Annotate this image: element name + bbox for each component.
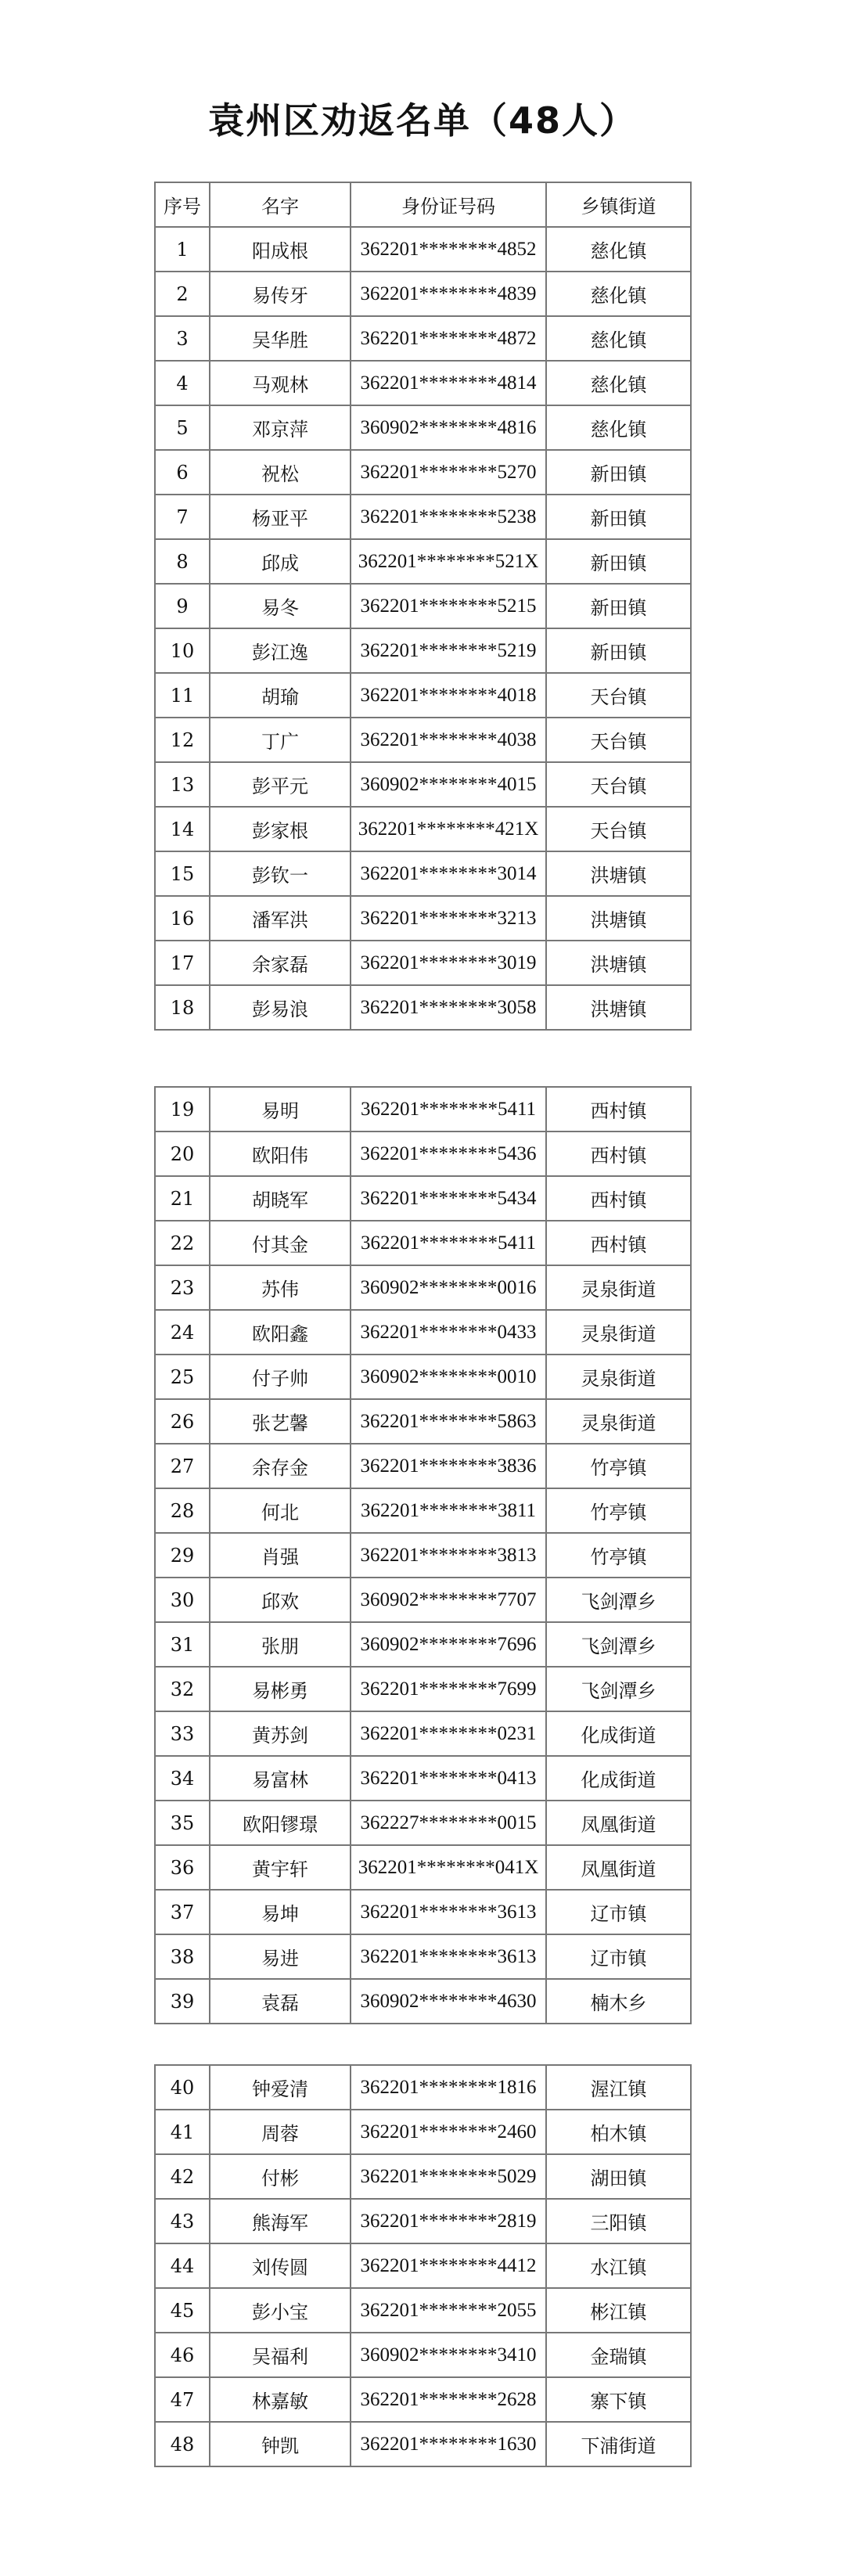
cell-seq: 15 <box>155 851 210 896</box>
cell-town: 西村镇 <box>546 1131 691 1176</box>
cell-seq: 23 <box>155 1265 210 1310</box>
table-row <box>155 1934 691 1979</box>
cell-town: 凤凰街道 <box>546 1845 691 1890</box>
cell-town: 寨下镇 <box>546 2377 691 2422</box>
cell-name: 阳成根 <box>210 227 351 272</box>
cell-town: 凤凰街道 <box>546 1801 691 1845</box>
table-row <box>155 718 691 762</box>
cell-seq: 2 <box>155 272 210 316</box>
cell-town: 慈化镇 <box>546 316 691 361</box>
cell-name: 彭平元 <box>210 762 351 807</box>
table-row <box>155 1756 691 1801</box>
cell-id: 362201********5863 <box>351 1399 546 1444</box>
cell-name: 彭易浪 <box>210 985 351 1030</box>
cell-seq: 38 <box>155 1934 210 1979</box>
cell-id: 362201********2055 <box>351 2288 546 2333</box>
cell-seq: 44 <box>155 2243 210 2288</box>
cell-name: 祝松 <box>210 450 351 495</box>
cell-town: 竹亭镇 <box>546 1533 691 1578</box>
cell-seq: 3 <box>155 316 210 361</box>
cell-name: 钟爱清 <box>210 2065 351 2110</box>
cell-town: 天台镇 <box>546 807 691 851</box>
cell-id: 362201********3811 <box>351 1488 546 1533</box>
cell-town: 辽市镇 <box>546 1890 691 1934</box>
cell-town: 金瑞镇 <box>546 2333 691 2377</box>
cell-seq: 42 <box>155 2154 210 2199</box>
cell-id: 362201********7699 <box>351 1667 546 1711</box>
cell-town: 竹亭镇 <box>546 1444 691 1488</box>
cell-town: 渥江镇 <box>546 2065 691 2110</box>
table-row <box>155 1622 691 1667</box>
cell-seq: 43 <box>155 2199 210 2243</box>
table-row <box>155 1221 691 1265</box>
table-row <box>155 1131 691 1176</box>
cell-seq: 14 <box>155 807 210 851</box>
cell-name: 熊海军 <box>210 2199 351 2243</box>
table-row <box>155 1087 691 1131</box>
cell-seq: 37 <box>155 1890 210 1934</box>
cell-name: 吴福利 <box>210 2333 351 2377</box>
header-seq: 序号 <box>155 182 210 227</box>
cell-id: 360902********3410 <box>351 2333 546 2377</box>
cell-id: 360902********7696 <box>351 1622 546 1667</box>
cell-seq: 30 <box>155 1578 210 1622</box>
cell-town: 新田镇 <box>546 539 691 584</box>
cell-name: 易富林 <box>210 1756 351 1801</box>
table-row <box>155 941 691 985</box>
cell-id: 362201********3019 <box>351 941 546 985</box>
cell-seq: 10 <box>155 628 210 673</box>
table-row <box>155 1533 691 1578</box>
cell-id: 362201********0231 <box>351 1711 546 1756</box>
header-name: 名字 <box>210 182 351 227</box>
cell-name: 邓京萍 <box>210 405 351 450</box>
cell-id: 362201********2628 <box>351 2377 546 2422</box>
cell-id: 362227********0015 <box>351 1801 546 1845</box>
cell-town: 西村镇 <box>546 1176 691 1221</box>
cell-seq: 5 <box>155 405 210 450</box>
table-row <box>155 1444 691 1488</box>
cell-seq: 40 <box>155 2065 210 2110</box>
table-row <box>155 1711 691 1756</box>
cell-town: 下浦街道 <box>546 2422 691 2466</box>
cell-name: 付其金 <box>210 1221 351 1265</box>
cell-town: 三阳镇 <box>546 2199 691 2243</box>
cell-id: 362201********041X <box>351 1845 546 1890</box>
cell-name: 张朋 <box>210 1622 351 1667</box>
cell-name: 欧阳伟 <box>210 1131 351 1176</box>
cell-town: 水江镇 <box>546 2243 691 2288</box>
cell-town: 竹亭镇 <box>546 1488 691 1533</box>
table-row <box>155 1801 691 1845</box>
cell-seq: 35 <box>155 1801 210 1845</box>
table-row <box>155 584 691 628</box>
cell-town: 灵泉街道 <box>546 1265 691 1310</box>
cell-town: 灵泉街道 <box>546 1310 691 1355</box>
cell-seq: 29 <box>155 1533 210 1578</box>
cell-id: 362201********1630 <box>351 2422 546 2466</box>
cell-name: 丁广 <box>210 718 351 762</box>
table-row <box>155 272 691 316</box>
cell-id: 362201********2460 <box>351 2110 546 2154</box>
table-row <box>155 316 691 361</box>
cell-seq: 21 <box>155 1176 210 1221</box>
cell-name: 欧阳鑫 <box>210 1310 351 1355</box>
header-id: 身份证号码 <box>351 182 546 227</box>
table-row <box>155 2333 691 2377</box>
table-row <box>155 1890 691 1934</box>
cell-name: 马观林 <box>210 361 351 405</box>
table-row <box>155 2065 691 2110</box>
cell-town: 飞剑潭乡 <box>546 1622 691 1667</box>
cell-town: 西村镇 <box>546 1221 691 1265</box>
table-row <box>155 673 691 718</box>
cell-seq: 32 <box>155 1667 210 1711</box>
cell-name: 易传牙 <box>210 272 351 316</box>
cell-id: 362201********521X <box>351 539 546 584</box>
cell-id: 360902********7707 <box>351 1578 546 1622</box>
cell-seq: 47 <box>155 2377 210 2422</box>
cell-town: 化成街道 <box>546 1711 691 1756</box>
cell-town: 彬江镇 <box>546 2288 691 2333</box>
cell-id: 360902********0010 <box>351 1355 546 1399</box>
cell-seq: 22 <box>155 1221 210 1265</box>
cell-town: 新田镇 <box>546 628 691 673</box>
cell-id: 362201********4872 <box>351 316 546 361</box>
cell-name: 袁磊 <box>210 1979 351 2024</box>
cell-name: 彭江逸 <box>210 628 351 673</box>
cell-town: 洪塘镇 <box>546 941 691 985</box>
table-row <box>155 2110 691 2154</box>
cell-id: 362201********4839 <box>351 272 546 316</box>
cell-seq: 46 <box>155 2333 210 2377</box>
cell-town: 洪塘镇 <box>546 896 691 941</box>
cell-id: 362201********5029 <box>351 2154 546 2199</box>
cell-town: 西村镇 <box>546 1087 691 1131</box>
cell-id: 362201********4038 <box>351 718 546 762</box>
cell-town: 湖田镇 <box>546 2154 691 2199</box>
cell-name: 邱欢 <box>210 1578 351 1622</box>
header-town: 乡镇街道 <box>546 182 691 227</box>
cell-seq: 24 <box>155 1310 210 1355</box>
cell-town: 楠木乡 <box>546 1979 691 2024</box>
cell-id: 362201********3613 <box>351 1934 546 1979</box>
cell-name: 付彬 <box>210 2154 351 2199</box>
cell-id: 362201********5434 <box>351 1176 546 1221</box>
table-row <box>155 2377 691 2422</box>
cell-name: 肖强 <box>210 1533 351 1578</box>
table-row <box>155 2243 691 2288</box>
cell-id: 362201********5238 <box>351 495 546 539</box>
table-row <box>155 1310 691 1355</box>
table-row <box>155 361 691 405</box>
cell-name: 付子帅 <box>210 1355 351 1399</box>
table-row <box>155 807 691 851</box>
cell-seq: 36 <box>155 1845 210 1890</box>
cell-name: 欧阳镠璟 <box>210 1801 351 1845</box>
cell-seq: 27 <box>155 1444 210 1488</box>
cell-name: 吴华胜 <box>210 316 351 361</box>
cell-town: 灵泉街道 <box>546 1355 691 1399</box>
cell-seq: 34 <box>155 1756 210 1801</box>
cell-name: 周蓉 <box>210 2110 351 2154</box>
cell-seq: 16 <box>155 896 210 941</box>
cell-name: 邱成 <box>210 539 351 584</box>
cell-town: 洪塘镇 <box>546 851 691 896</box>
table-row <box>155 2154 691 2199</box>
cell-seq: 25 <box>155 1355 210 1399</box>
cell-name: 易冬 <box>210 584 351 628</box>
cell-seq: 18 <box>155 985 210 1030</box>
cell-id: 362201********1816 <box>351 2065 546 2110</box>
cell-name: 胡瑜 <box>210 673 351 718</box>
cell-id: 362201********0413 <box>351 1756 546 1801</box>
cell-id: 362201********5411 <box>351 1221 546 1265</box>
cell-name: 杨亚平 <box>210 495 351 539</box>
roster-table-1 <box>154 182 692 1031</box>
cell-seq: 33 <box>155 1711 210 1756</box>
cell-id: 362201********4852 <box>351 227 546 272</box>
table-row <box>155 1979 691 2024</box>
cell-name: 易彬勇 <box>210 1667 351 1711</box>
cell-seq: 48 <box>155 2422 210 2466</box>
cell-name: 林嘉敏 <box>210 2377 351 2422</box>
cell-seq: 13 <box>155 762 210 807</box>
cell-town: 慈化镇 <box>546 361 691 405</box>
cell-id: 360902********4015 <box>351 762 546 807</box>
cell-name: 何北 <box>210 1488 351 1533</box>
cell-town: 新田镇 <box>546 495 691 539</box>
cell-town: 洪塘镇 <box>546 985 691 1030</box>
cell-seq: 20 <box>155 1131 210 1176</box>
cell-seq: 39 <box>155 1979 210 2024</box>
cell-seq: 45 <box>155 2288 210 2333</box>
table-row <box>155 495 691 539</box>
table-row <box>155 985 691 1030</box>
cell-town: 慈化镇 <box>546 227 691 272</box>
cell-seq: 7 <box>155 495 210 539</box>
cell-name: 刘传圆 <box>210 2243 351 2288</box>
table-row <box>155 1488 691 1533</box>
cell-id: 362201********3058 <box>351 985 546 1030</box>
cell-town: 化成街道 <box>546 1756 691 1801</box>
cell-town: 新田镇 <box>546 450 691 495</box>
cell-seq: 28 <box>155 1488 210 1533</box>
cell-seq: 9 <box>155 584 210 628</box>
cell-town: 天台镇 <box>546 673 691 718</box>
table-row <box>155 2288 691 2333</box>
table-row <box>155 2199 691 2243</box>
table-row <box>155 227 691 272</box>
page-title: 袁州区劝返名单（48人） <box>207 99 637 142</box>
cell-name: 黄苏剑 <box>210 1711 351 1756</box>
cell-seq: 8 <box>155 539 210 584</box>
table-row <box>155 450 691 495</box>
table-row <box>155 539 691 584</box>
cell-id: 362201********421X <box>351 807 546 851</box>
roster-table-3 <box>154 2064 692 2467</box>
cell-name: 易明 <box>210 1087 351 1131</box>
cell-seq: 12 <box>155 718 210 762</box>
cell-seq: 11 <box>155 673 210 718</box>
cell-id: 360902********0016 <box>351 1265 546 1310</box>
cell-id: 362201********5436 <box>351 1131 546 1176</box>
table-row <box>155 762 691 807</box>
cell-town: 柏木镇 <box>546 2110 691 2154</box>
table-row <box>155 1399 691 1444</box>
cell-id: 362201********5215 <box>351 584 546 628</box>
table-row <box>155 1265 691 1310</box>
cell-town: 天台镇 <box>546 762 691 807</box>
cell-name: 余存金 <box>210 1444 351 1488</box>
table-row <box>155 405 691 450</box>
cell-name: 潘军洪 <box>210 896 351 941</box>
cell-town: 天台镇 <box>546 718 691 762</box>
cell-id: 362201********4018 <box>351 673 546 718</box>
cell-name: 易进 <box>210 1934 351 1979</box>
cell-name: 彭小宝 <box>210 2288 351 2333</box>
cell-seq: 17 <box>155 941 210 985</box>
cell-town: 新田镇 <box>546 584 691 628</box>
cell-name: 胡晓军 <box>210 1176 351 1221</box>
cell-id: 360902********4630 <box>351 1979 546 2024</box>
cell-name: 黄宇轩 <box>210 1845 351 1890</box>
table-header-row <box>155 182 691 227</box>
cell-town: 飞剑潭乡 <box>546 1667 691 1711</box>
table-row <box>155 1355 691 1399</box>
table-row <box>155 1667 691 1711</box>
cell-id: 362201********5411 <box>351 1087 546 1131</box>
cell-town: 慈化镇 <box>546 405 691 450</box>
cell-id: 362201********3813 <box>351 1533 546 1578</box>
cell-name: 钟凯 <box>210 2422 351 2466</box>
cell-id: 362201********3613 <box>351 1890 546 1934</box>
cell-name: 彭钦一 <box>210 851 351 896</box>
cell-id: 362201********4412 <box>351 2243 546 2288</box>
cell-name: 苏伟 <box>210 1265 351 1310</box>
table-row <box>155 2422 691 2466</box>
cell-seq: 31 <box>155 1622 210 1667</box>
cell-seq: 19 <box>155 1087 210 1131</box>
cell-town: 飞剑潭乡 <box>546 1578 691 1622</box>
cell-id: 360902********4816 <box>351 405 546 450</box>
cell-id: 362201********3014 <box>351 851 546 896</box>
cell-id: 362201********4814 <box>351 361 546 405</box>
table-row <box>155 1176 691 1221</box>
cell-seq: 4 <box>155 361 210 405</box>
roster-table-2 <box>154 1086 692 2024</box>
cell-name: 张艺馨 <box>210 1399 351 1444</box>
cell-seq: 26 <box>155 1399 210 1444</box>
cell-town: 辽市镇 <box>546 1934 691 1979</box>
cell-name: 易坤 <box>210 1890 351 1934</box>
table-row <box>155 1578 691 1622</box>
table-row <box>155 851 691 896</box>
cell-town: 慈化镇 <box>546 272 691 316</box>
cell-name: 余家磊 <box>210 941 351 985</box>
cell-id: 362201********5270 <box>351 450 546 495</box>
cell-id: 362201********3836 <box>351 1444 546 1488</box>
cell-id: 362201********3213 <box>351 896 546 941</box>
table-row <box>155 1845 691 1890</box>
table-row <box>155 896 691 941</box>
cell-seq: 41 <box>155 2110 210 2154</box>
cell-id: 362201********0433 <box>351 1310 546 1355</box>
table-row <box>155 628 691 673</box>
cell-seq: 1 <box>155 227 210 272</box>
cell-town: 灵泉街道 <box>546 1399 691 1444</box>
cell-id: 362201********5219 <box>351 628 546 673</box>
cell-name: 彭家根 <box>210 807 351 851</box>
cell-id: 362201********2819 <box>351 2199 546 2243</box>
cell-seq: 6 <box>155 450 210 495</box>
